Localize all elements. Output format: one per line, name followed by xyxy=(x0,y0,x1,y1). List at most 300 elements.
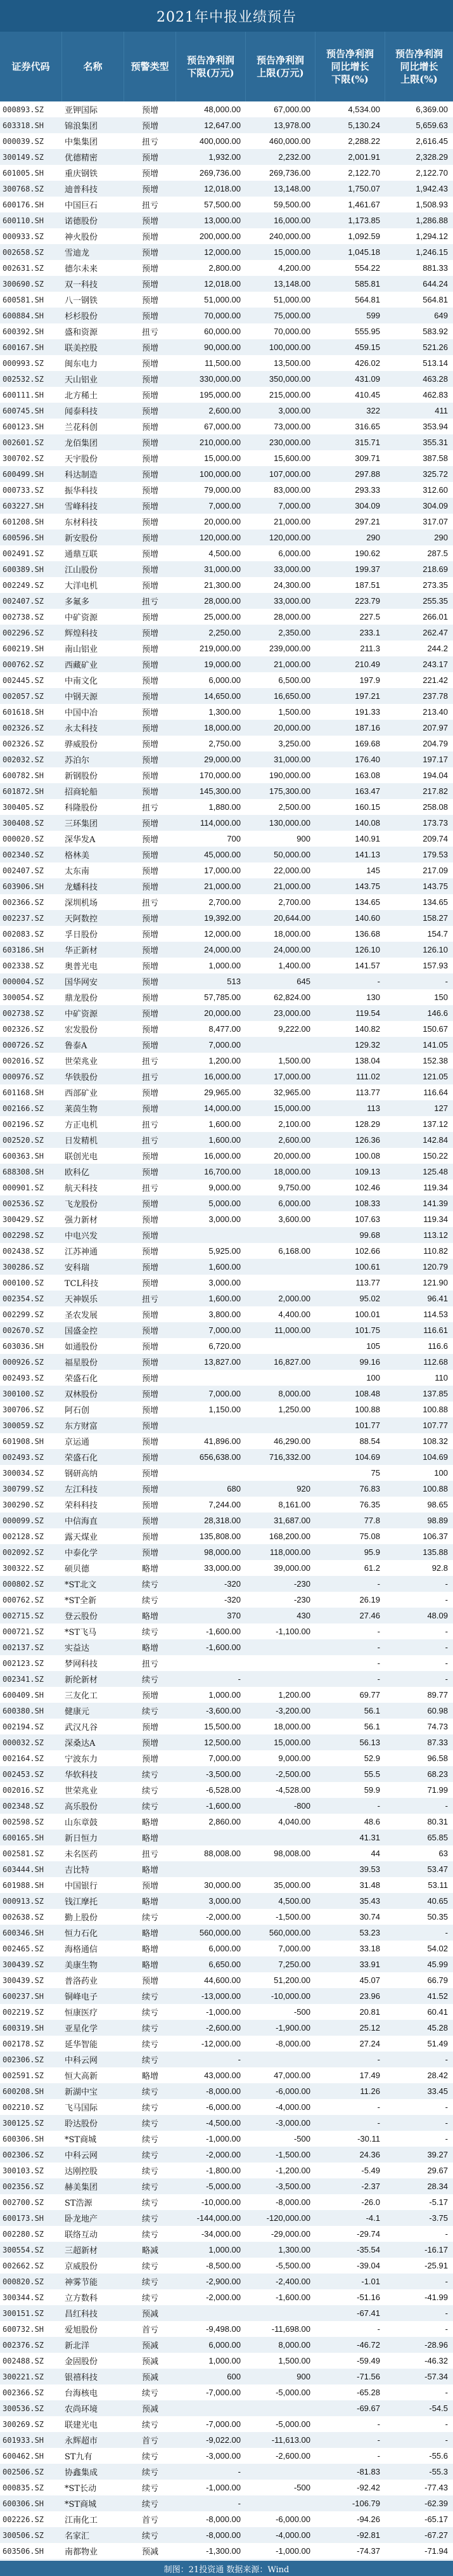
cell-code: 601988.SH xyxy=(3,1880,44,1890)
cell-growth-low: 197.9 xyxy=(359,675,380,685)
cell-type: 预增 xyxy=(141,1168,158,1178)
cell-name: TCL科技 xyxy=(65,1279,99,1289)
cell-type: 预增 xyxy=(141,233,158,242)
cell-profit-high: 18,000.00 xyxy=(274,929,310,939)
cell-profit-low: -1,000.00 xyxy=(206,2134,241,2143)
cell-code: 300221.SZ xyxy=(3,2372,44,2381)
cell-type: 预增 xyxy=(141,1200,158,1209)
cell-type: 预增 xyxy=(141,1105,158,1114)
cell-profit-low: 269,736.00 xyxy=(199,168,241,178)
table-row xyxy=(0,767,453,783)
cell-code: 002670.SZ xyxy=(3,1325,44,1335)
cell-growth-high: 110 xyxy=(435,1373,448,1382)
cell-name: 新北洋 xyxy=(65,2341,90,2351)
cell-profit-low: -6,000.00 xyxy=(206,2102,241,2112)
cell-code: 601208.SH xyxy=(3,517,44,526)
cell-profit-low: 195,000.00 xyxy=(199,390,241,400)
cell-growth-high: 89.77 xyxy=(427,1690,448,1700)
cell-growth-high: 255.35 xyxy=(423,596,448,606)
table-row xyxy=(0,2384,453,2400)
cell-growth-low: 113.77 xyxy=(355,1088,380,1097)
cell-growth-low: 23.96 xyxy=(359,1991,380,2001)
cell-type: 预增 xyxy=(141,1216,158,1225)
cell-type: 扭亏 xyxy=(141,1136,158,1146)
table-row xyxy=(0,831,453,847)
cell-growth-low: 48.6 xyxy=(364,1817,380,1826)
cell-profit-high: -1,600.00 xyxy=(276,2293,310,2302)
cell-growth-low: -92.42 xyxy=(357,2483,380,2492)
cell-profit-low: -3,500.00 xyxy=(206,1769,241,1779)
table-row xyxy=(0,1544,453,1560)
cell-growth-low: 26.19 xyxy=(359,1595,380,1604)
cell-type: 预增 xyxy=(141,1438,158,1447)
cell-profit-low: 6,000.00 xyxy=(208,2340,241,2350)
cell-growth-high: 1,246.15 xyxy=(416,247,448,257)
cell-growth-low: - xyxy=(377,2055,380,2064)
cell-code: 601168.SH xyxy=(3,1088,44,1097)
cell-type: 预增 xyxy=(141,819,158,829)
cell-code: 300290.SZ xyxy=(3,1500,44,1509)
cell-growth-low: 1,045.18 xyxy=(348,247,380,257)
cell-profit-low: 18,000.00 xyxy=(204,723,241,732)
cell-growth-high: 116.64 xyxy=(423,1088,448,1097)
cell-code: 603444.SH xyxy=(3,1864,44,1874)
cell-profit-low: -4,500.00 xyxy=(206,2118,241,2128)
cell-growth-low: 140.60 xyxy=(355,913,380,923)
cell-code: 002341.SZ xyxy=(3,1674,44,1684)
table-row xyxy=(0,2115,453,2131)
cell-name: 铜峰电子 xyxy=(65,1993,98,2002)
table-row xyxy=(0,720,453,736)
cell-profit-low: -1,600.00 xyxy=(206,1627,241,1636)
table-row xyxy=(0,561,453,577)
cell-profit-high: 24,300.00 xyxy=(274,580,310,590)
cell-profit-low: 600 xyxy=(227,2372,241,2381)
table-row xyxy=(0,2020,453,2036)
table-row xyxy=(0,2448,453,2464)
cell-profit-low: -320 xyxy=(224,1595,241,1604)
cell-profit-low: 1,600.00 xyxy=(208,1135,241,1145)
cell-profit-low: 2,800.00 xyxy=(208,263,241,273)
cell-code: 000901.SZ xyxy=(3,1183,44,1192)
cell-growth-high: 119.34 xyxy=(423,1183,448,1192)
cell-name: 爱旭股份 xyxy=(65,2326,98,2335)
cell-name: 德尔未来 xyxy=(65,264,98,274)
cell-profit-low: -1,800.00 xyxy=(206,2166,241,2175)
cell-profit-high: 716,332.00 xyxy=(269,1452,310,1462)
cell-profit-high: 430 xyxy=(297,1611,310,1620)
cell-type: 略增 xyxy=(141,1897,158,1907)
cell-profit-low: 13,000.00 xyxy=(204,216,241,225)
cell-growth-high: 2,122.70 xyxy=(416,168,448,178)
cell-type: 续亏 xyxy=(141,1786,158,1796)
cell-code: 002032.SZ xyxy=(3,755,44,764)
table-row xyxy=(0,1386,453,1402)
cell-type: 续亏 xyxy=(141,2119,158,2129)
cell-profit-high: 31,000.00 xyxy=(274,755,310,764)
table-row xyxy=(0,1243,453,1259)
cell-profit-high: 20,000.00 xyxy=(274,1151,310,1161)
cell-growth-high: -25.91 xyxy=(424,2261,448,2270)
cell-type: 预增 xyxy=(141,1517,158,1526)
cell-profit-low: 16,000.00 xyxy=(204,1151,241,1161)
cell-code: 600581.SH xyxy=(3,295,44,304)
cell-profit-low: 6,000.00 xyxy=(208,1944,241,1953)
cell-profit-high: 16,650.00 xyxy=(274,691,310,701)
cell-growth-low: - xyxy=(377,2102,380,2112)
cell-growth-low: 100.08 xyxy=(355,1151,380,1161)
cell-growth-low: 53.23 xyxy=(359,1928,380,1937)
cell-name: *ST商城 xyxy=(65,2500,97,2509)
cell-growth-high: - xyxy=(445,2229,448,2239)
cell-profit-low: - xyxy=(238,1674,241,1684)
cell-type: 预减 xyxy=(141,2357,158,2367)
table-row xyxy=(0,1592,453,1608)
cell-growth-low: 76.83 xyxy=(359,1484,380,1493)
cell-profit-low: 145,300.00 xyxy=(199,786,241,796)
cell-profit-low: 1,000.00 xyxy=(208,961,241,970)
cell-code: 000726.SZ xyxy=(3,1040,44,1050)
cell-growth-high: 121.90 xyxy=(423,1278,448,1287)
table-row xyxy=(0,1021,453,1037)
cell-profit-high: 900 xyxy=(297,834,310,843)
cell-profit-low: 2,700.00 xyxy=(208,897,241,907)
cell-name: 江南化工 xyxy=(65,2516,98,2525)
cell-profit-high: 83,000.00 xyxy=(274,485,310,495)
cell-profit-high: 2,000.00 xyxy=(278,1294,310,1303)
cell-code: 300405.SZ xyxy=(3,802,44,812)
table-row xyxy=(0,2067,453,2083)
cell-profit-low: -10,000.00 xyxy=(201,2197,241,2207)
cell-growth-low: -1.01 xyxy=(361,2277,380,2286)
cell-code: 000020.SZ xyxy=(3,834,44,843)
cell-growth-low: 1,173.85 xyxy=(348,216,380,225)
cell-growth-high: - xyxy=(445,1658,448,1668)
cell-type: 续亏 xyxy=(141,2278,158,2287)
cell-profit-low: 1,000.00 xyxy=(208,2356,241,2365)
cell-growth-high: 137.12 xyxy=(423,1119,448,1129)
cell-type: 续亏 xyxy=(141,2294,158,2303)
table-row xyxy=(0,942,453,958)
cell-profit-low: 25,000.00 xyxy=(204,612,241,621)
cell-growth-low: 130 xyxy=(366,992,380,1002)
cell-growth-low: -94.26 xyxy=(357,2514,380,2524)
cell-name: 南都物业 xyxy=(65,2547,98,2557)
cell-type: 预增 xyxy=(141,1882,158,1891)
cell-profit-high: -230 xyxy=(293,1595,310,1604)
cell-profit-high: 6,500.00 xyxy=(278,675,310,685)
cell-profit-high: -5,500.00 xyxy=(276,2261,310,2270)
cell-growth-low: - xyxy=(377,1643,380,1652)
table-row xyxy=(0,958,453,973)
cell-name: 亚星化学 xyxy=(65,2024,98,2034)
cell-profit-high: 168,200.00 xyxy=(269,1532,310,1541)
cell-profit-high: 920 xyxy=(297,1484,310,1493)
cell-profit-high: 900 xyxy=(297,2372,310,2381)
cell-profit-high: 2,500.00 xyxy=(278,802,310,812)
cell-profit-low: 33,000.00 xyxy=(204,1563,241,1573)
cell-profit-high: 1,500.00 xyxy=(278,2356,310,2365)
cell-type: 略增 xyxy=(141,1818,158,1828)
cell-growth-low: -35.54 xyxy=(357,2245,380,2254)
cell-profit-low: -1,000.00 xyxy=(206,2483,241,2492)
cell-name: 荣科科技 xyxy=(65,1501,98,1511)
cell-code: 600167.SH xyxy=(3,342,44,352)
cell-profit-high: 62,824.00 xyxy=(274,992,310,1002)
table-row xyxy=(0,847,453,862)
cell-profit-high: 15,000.00 xyxy=(274,1103,310,1113)
cell-name: 勤上股份 xyxy=(65,1913,98,1923)
cell-name: 日发精机 xyxy=(65,1136,98,1146)
cell-profit-low: -9,498.00 xyxy=(206,2324,241,2334)
cell-code: 601618.SH xyxy=(3,707,44,717)
cell-code: 300702.SZ xyxy=(3,453,44,463)
cell-name: 南山铝业 xyxy=(65,645,98,654)
cell-growth-low: 290 xyxy=(366,533,380,542)
table-row xyxy=(0,228,453,244)
cell-name: 江苏神通 xyxy=(65,1247,98,1257)
cell-growth-low: 24.36 xyxy=(359,2150,380,2159)
cell-growth-high: - xyxy=(445,2308,448,2318)
cell-profit-high: 4,040.00 xyxy=(278,1817,310,1826)
cell-type: 扭亏 xyxy=(141,1184,158,1194)
cell-name: 西藏矿业 xyxy=(65,661,98,670)
cell-growth-low: 316.65 xyxy=(355,422,380,431)
cell-code: 600389.SH xyxy=(3,564,44,574)
cell-name: 飞马国际 xyxy=(65,2104,98,2113)
cell-type: 预增 xyxy=(141,772,158,781)
cell-name: 通鼎互联 xyxy=(65,550,98,559)
cell-profit-high: 18,000.00 xyxy=(274,1167,310,1176)
cell-profit-high: -3,500.00 xyxy=(276,2182,310,2191)
cell-name: 天阿数控 xyxy=(65,914,98,924)
cell-name: 孚日股份 xyxy=(65,930,98,940)
cell-growth-low: - xyxy=(377,1674,380,1684)
cell-name: 银禧科技 xyxy=(65,2373,98,2383)
cell-profit-high: 98,008.00 xyxy=(274,1849,310,1858)
cell-code: 002581.SZ xyxy=(3,1849,44,1858)
cell-growth-low: -59.49 xyxy=(357,2356,380,2365)
cell-growth-low: 141.13 xyxy=(355,850,380,859)
cell-name: 飞龙股份 xyxy=(65,1200,98,1209)
cell-name: 恒力石化 xyxy=(65,1929,98,1939)
cell-growth-high: 63 xyxy=(438,1849,448,1858)
cell-type: 续亏 xyxy=(141,2215,158,2224)
cell-profit-low: 16,000.00 xyxy=(204,1072,241,1081)
cell-growth-low: 315.71 xyxy=(355,438,380,447)
cell-profit-low: 21,300.00 xyxy=(204,580,241,590)
cell-type: 预增 xyxy=(141,613,158,623)
cell-growth-high: 325.72 xyxy=(423,469,448,479)
cell-growth-low: 100.88 xyxy=(355,1405,380,1414)
cell-growth-low: 45.07 xyxy=(359,1975,380,1985)
cell-type: 预增 xyxy=(141,1327,158,1336)
cell-growth-low: 599 xyxy=(366,311,380,320)
cell-type: 预增 xyxy=(141,169,158,179)
cell-code: 600745.SH xyxy=(3,406,44,415)
cell-growth-low: 102.46 xyxy=(355,1183,380,1192)
cell-growth-low: 30.74 xyxy=(359,1912,380,1922)
table-row xyxy=(0,1703,453,1719)
cell-profit-high: 269,736.00 xyxy=(269,168,310,178)
cell-code: 600462.SH xyxy=(3,2451,44,2461)
cell-name: 恒大高新 xyxy=(65,2072,98,2081)
cell-profit-low: 2,250.00 xyxy=(208,628,241,637)
cell-growth-high: 221.42 xyxy=(423,675,448,685)
cell-growth-low: 101.75 xyxy=(355,1325,380,1335)
cell-growth-high: 135.88 xyxy=(423,1547,448,1557)
cell-name: 联创光电 xyxy=(65,1152,98,1162)
cell-profit-low: -1,000.00 xyxy=(206,2007,241,2017)
cell-name: 方正电机 xyxy=(65,1121,98,1130)
table-row xyxy=(0,2242,453,2258)
cell-name: 中泰化学 xyxy=(65,1549,98,1558)
cell-type: 预增 xyxy=(141,851,158,861)
cell-type: 预增 xyxy=(141,106,158,115)
cell-type: 续亏 xyxy=(141,2500,158,2509)
cell-code: 002407.SZ xyxy=(3,596,44,606)
cell-growth-high: -67.27 xyxy=(424,2530,448,2540)
cell-growth-high: - xyxy=(445,1674,448,1684)
cell-growth-high: 179.53 xyxy=(423,850,448,859)
cell-profit-high: 8,000.00 xyxy=(278,1389,310,1398)
cell-code: 000820.SZ xyxy=(3,2277,44,2286)
table-row xyxy=(0,1306,453,1322)
cell-type: 预增 xyxy=(141,661,158,670)
cell-growth-low: 191.33 xyxy=(355,707,380,717)
cell-profit-high: 215,000.00 xyxy=(269,390,310,400)
table-row xyxy=(0,1116,453,1132)
table-row xyxy=(0,1465,453,1481)
cell-growth-high: 146.6 xyxy=(427,1008,448,1018)
cell-growth-high: 217.82 xyxy=(423,786,448,796)
cell-type: 预增 xyxy=(141,994,158,1003)
cell-growth-high: 116.61 xyxy=(423,1325,448,1335)
cell-profit-low: 1,200.00 xyxy=(208,1056,241,1065)
cell-growth-high: 100.88 xyxy=(423,1405,448,1414)
table-row xyxy=(0,1671,453,1687)
cell-type: 续亏 xyxy=(141,2421,158,2430)
cell-code: 300439.SZ xyxy=(3,1960,44,1969)
table-row xyxy=(0,2432,453,2448)
cell-growth-high: 54.02 xyxy=(427,1944,448,1953)
cell-name: ST九有 xyxy=(65,2452,93,2462)
cell-profit-high: 21,000.00 xyxy=(274,881,310,891)
table-row xyxy=(0,1259,453,1275)
cell-profit-low: 12,018.00 xyxy=(204,279,241,289)
cell-type: 预增 xyxy=(141,1358,158,1368)
cell-growth-low: 140.82 xyxy=(355,1024,380,1034)
cell-growth-high: 411 xyxy=(435,406,448,415)
cell-growth-high: - xyxy=(445,1579,448,1589)
cell-profit-high: -3,200.00 xyxy=(276,1706,310,1715)
cell-growth-high: 204.79 xyxy=(423,739,448,748)
cell-code: 600596.SH xyxy=(3,533,44,542)
cell-profit-low: 12,018.00 xyxy=(204,184,241,193)
cell-growth-low: 223.79 xyxy=(355,596,380,606)
cell-growth-high: 28.34 xyxy=(427,2182,448,2191)
cell-type: 略增 xyxy=(141,1644,158,1653)
table-body xyxy=(0,101,453,2561)
cell-name: 江山股份 xyxy=(65,566,98,575)
cell-name: 多氟多 xyxy=(65,597,90,607)
table-row xyxy=(0,387,453,403)
cell-profit-high: -4,000.00 xyxy=(276,2530,310,2540)
table-row xyxy=(0,466,453,482)
cell-name: 盛和资源 xyxy=(65,328,98,337)
cell-type: 略增 xyxy=(141,2072,158,2081)
cell-profit-low: 6,000.00 xyxy=(208,675,241,685)
cell-growth-low: -65.28 xyxy=(357,2388,380,2397)
cell-code: 002194.SZ xyxy=(3,1722,44,1731)
cell-growth-high: 113.12 xyxy=(423,1230,448,1240)
cell-profit-high: -1,900.00 xyxy=(276,2023,310,2033)
cell-type: 预增 xyxy=(141,883,158,892)
cell-profit-high: -8,000.00 xyxy=(276,2197,310,2207)
table-row xyxy=(0,1037,453,1053)
cell-growth-low: -26.0 xyxy=(361,2197,380,2207)
cell-profit-low: 29,000.00 xyxy=(204,755,241,764)
cell-growth-high: 237.78 xyxy=(423,691,448,701)
cell-type: 预增 xyxy=(141,264,158,274)
cell-profit-high: 28,000.00 xyxy=(274,612,310,621)
cell-growth-low: -5.49 xyxy=(361,2166,380,2175)
cell-name: 招商轮船 xyxy=(65,788,98,797)
cell-growth-high: 41.52 xyxy=(427,1991,448,2001)
table-row xyxy=(0,2099,453,2115)
cell-profit-low: 2,600.00 xyxy=(208,406,241,415)
cell-growth-low: 11.26 xyxy=(360,2086,380,2096)
cell-type: 预增 xyxy=(141,962,158,972)
cell-type: 预增 xyxy=(141,1422,158,1431)
cell-name: 龙蟠科技 xyxy=(65,883,98,892)
cell-code: 600110.SH xyxy=(3,216,44,225)
cell-growth-high: - xyxy=(445,2102,448,2112)
cell-profit-high: -10,000.00 xyxy=(271,1991,310,2001)
cell-profit-high: 120,000.00 xyxy=(269,533,310,542)
cell-growth-low: -29.74 xyxy=(357,2229,380,2239)
cell-growth-high: 137.85 xyxy=(423,1389,448,1398)
cell-growth-low: 227.5 xyxy=(359,612,380,621)
table-row xyxy=(0,1084,453,1100)
cell-growth-high: 317.07 xyxy=(423,517,448,526)
table-row xyxy=(0,1322,453,1338)
cell-growth-low: 56.13 xyxy=(359,1738,380,1747)
cell-profit-low: 28,000.00 xyxy=(204,596,241,606)
cell-growth-low: 108.33 xyxy=(355,1199,380,1208)
cell-name: 中矿资源 xyxy=(65,613,98,623)
table-row xyxy=(0,419,453,434)
cell-growth-low: 211.3 xyxy=(360,644,380,653)
cell-growth-low: 136.68 xyxy=(355,929,380,939)
cell-profit-high: 20,000.00 xyxy=(274,723,310,732)
table-row xyxy=(0,2416,453,2432)
cell-name: 聆达股份 xyxy=(65,2119,98,2129)
table-row xyxy=(0,434,453,450)
cell-growth-high: 217.09 xyxy=(423,866,448,875)
cell-code: 603906.SH xyxy=(3,881,44,891)
cell-growth-high: 5,659.63 xyxy=(416,120,448,130)
cell-name: 华铁股份 xyxy=(65,1073,98,1083)
cell-profit-high: -2,400.00 xyxy=(276,2277,310,2286)
cell-type: 续亏 xyxy=(141,1596,158,1606)
cell-type: 预增 xyxy=(141,249,158,258)
cell-growth-low: 75.08 xyxy=(359,1532,380,1541)
cell-profit-high: -1,500.00 xyxy=(276,1912,310,1922)
cell-growth-high: 304.09 xyxy=(423,501,448,511)
cell-growth-low: 95.9 xyxy=(364,1547,380,1557)
cell-type: 预增 xyxy=(141,1533,158,1542)
